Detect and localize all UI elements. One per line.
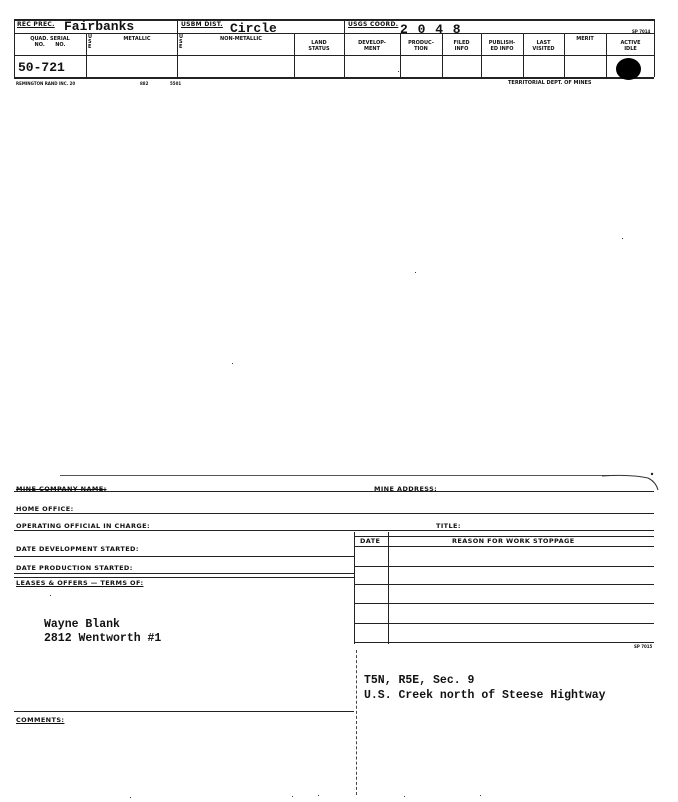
speck <box>404 796 405 797</box>
date-development-label: DATE DEVELOPMENT STARTED: <box>16 545 139 553</box>
usbm-dist-label: USBM DIST. <box>181 21 223 28</box>
reason-column-label: REASON FOR WORK STOPPAGE <box>452 537 575 545</box>
serial-value: 50-721 <box>18 60 65 75</box>
col-active-idle: ACTIVE IDLE <box>620 40 641 52</box>
speck <box>398 71 399 72</box>
operating-official-label: OPERATING OFFICIAL IN CHARGE: <box>16 522 150 530</box>
leases-label: LEASES & OFFERS — TERMS OF: <box>16 579 144 587</box>
location-line-2: U.S. Creek north of Steese Hightway <box>364 689 606 702</box>
speck <box>622 238 623 239</box>
card-corner-curl <box>600 470 660 492</box>
date-production-label: DATE PRODUCTION STARTED: <box>16 564 133 572</box>
speck <box>50 595 51 596</box>
col-use-metal: U S E <box>88 34 93 50</box>
rec-prec-label: REC PREC. <box>17 21 55 28</box>
usgs-coord-value: 2 0 4 8 <box>400 22 462 37</box>
active-status-punch <box>616 58 641 80</box>
comments-label: COMMENTS: <box>16 716 65 724</box>
lease-holder-address: 2812 Wentworth #1 <box>44 632 162 645</box>
col-use-nonmetal: U S E <box>179 34 184 50</box>
col-last-visited: LAST VISITED <box>532 40 555 52</box>
col-non-metallic: NON-METALLIC <box>220 36 262 42</box>
usbm-dist-value: Circle <box>230 21 277 36</box>
title-label: TITLE: <box>436 522 461 530</box>
lease-holder-name: Wayne Blank <box>44 618 120 631</box>
top-form-number: SP 7014 <box>632 29 651 34</box>
speck <box>318 795 319 796</box>
col-metallic: METALLIC <box>123 36 151 42</box>
speck <box>232 363 233 364</box>
mine-company-label: MINE COMPANY NAME: <box>16 485 107 493</box>
speck <box>130 797 131 798</box>
col-production: PRODUC- TION <box>408 40 434 52</box>
printer-code-1: 882 <box>140 81 149 86</box>
col-filed-info: FILED INFO <box>453 40 470 52</box>
col-development: DEVELOP- MENT <box>358 40 386 52</box>
printer-imprint: REMINGTON RAND INC. 20 <box>16 81 76 86</box>
col-quad-serial: QUAD. SERIAL NO. NO. <box>30 36 70 48</box>
usgs-coord-label: USGS COORD. <box>348 21 399 28</box>
department-imprint: TERRITORIAL DEPT. OF MINES <box>508 80 592 86</box>
rec-prec-value: Fairbanks <box>64 19 135 34</box>
col-merit: MERIT <box>576 36 594 42</box>
bottom-form-number: SP 7015 <box>634 644 653 649</box>
speck <box>415 272 416 273</box>
col-published-info: PUBLISH- ED INFO <box>488 40 516 52</box>
speck <box>292 796 293 797</box>
location-line-1: T5N, R5E, Sec. 9 <box>364 674 475 687</box>
printer-code-2: 5501 <box>170 81 182 86</box>
mine-address-label: MINE ADDRESS: <box>374 485 438 493</box>
speck <box>480 795 481 796</box>
col-land-status: LAND STATUS <box>308 40 330 52</box>
date-column-label: DATE <box>360 537 381 545</box>
home-office-label: HOME OFFICE: <box>16 505 74 513</box>
